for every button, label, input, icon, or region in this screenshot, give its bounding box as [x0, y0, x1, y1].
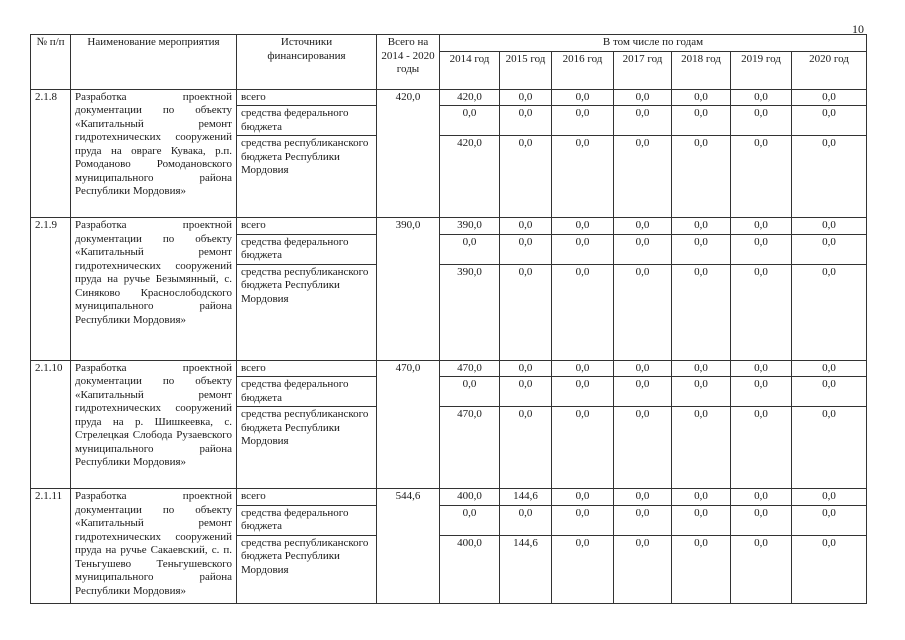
year-value: 0,0	[500, 106, 552, 136]
source-federal: средства федерального бюджета	[237, 377, 377, 407]
year-value: 0,0	[500, 505, 552, 535]
year-value: 0,0	[500, 360, 552, 377]
year-value: 0,0	[500, 407, 552, 489]
year-value: 0,0	[552, 89, 614, 106]
year-value: 0,0	[440, 234, 500, 264]
year-value: 0,0	[672, 136, 731, 218]
year-value: 0,0	[614, 136, 672, 218]
year-value: 0,0	[672, 535, 731, 603]
year-value: 0,0	[614, 377, 672, 407]
source-republic: средства республиканского бюджета Республики Мордовия	[237, 264, 377, 360]
year-value: 0,0	[672, 360, 731, 377]
year-value: 390,0	[440, 218, 500, 235]
header-year: 2018 год	[672, 51, 731, 89]
year-value: 0,0	[552, 360, 614, 377]
year-value: 0,0	[614, 489, 672, 506]
year-value: 0,0	[614, 264, 672, 360]
year-value: 0,0	[614, 535, 672, 603]
year-value: 0,0	[552, 377, 614, 407]
year-value: 0,0	[731, 89, 792, 106]
year-value: 0,0	[731, 505, 792, 535]
year-value: 0,0	[672, 264, 731, 360]
year-value: 390,0	[440, 264, 500, 360]
year-value: 0,0	[672, 407, 731, 489]
total-value: 390,0	[377, 218, 440, 361]
year-value: 0,0	[731, 106, 792, 136]
year-value: 0,0	[552, 136, 614, 218]
table-row	[31, 218, 867, 235]
source-total: всего	[237, 360, 377, 377]
year-value: 144,6	[500, 489, 552, 506]
year-value: 0,0	[792, 136, 867, 218]
year-value: 0,0	[792, 106, 867, 136]
year-value: 0,0	[672, 218, 731, 235]
year-value: 0,0	[731, 234, 792, 264]
year-value: 0,0	[731, 535, 792, 603]
measure-name: Разработка проектной документации по объекту «Капитальный ремонт гидротехнических сооружений пруда на овраге Кувака, р.п. Ромоданово Ромодановского муниципального района Республики Мордовия»	[71, 89, 237, 218]
year-value: 0,0	[552, 505, 614, 535]
header-no: № п/п	[31, 35, 71, 90]
year-value: 0,0	[614, 505, 672, 535]
total-value: 470,0	[377, 360, 440, 489]
year-value: 0,0	[614, 234, 672, 264]
year-value: 0,0	[672, 489, 731, 506]
source-republic: средства республиканского бюджета Республики Мордовия	[237, 535, 377, 603]
year-value: 0,0	[672, 505, 731, 535]
year-value: 0,0	[552, 407, 614, 489]
total-value: 420,0	[377, 89, 440, 218]
header-source: Источники финансирования	[237, 35, 377, 90]
year-value: 0,0	[440, 106, 500, 136]
source-total: всего	[237, 218, 377, 235]
year-value: 0,0	[552, 234, 614, 264]
header-year: 2020 год	[792, 51, 867, 89]
year-value: 400,0	[440, 535, 500, 603]
year-value: 0,0	[731, 360, 792, 377]
year-value: 0,0	[792, 505, 867, 535]
budget-table	[30, 34, 867, 604]
year-value: 0,0	[792, 89, 867, 106]
year-value: 0,0	[731, 489, 792, 506]
table-row	[31, 89, 867, 106]
table-row	[31, 489, 867, 506]
source-federal: средства федерального бюджета	[237, 106, 377, 136]
measure-name: Разработка проектной документации по объекту «Капитальный ремонт гидротехнических сооружений пруда на ручье Безымянный, с. Синяково Краснослободского муниципального района Республики Мордовия»	[71, 218, 237, 361]
source-republic: средства республиканского бюджета Республики Мордовия	[237, 407, 377, 489]
total-value: 544,6	[377, 489, 440, 604]
header-by-years: В том числе по годам	[440, 35, 867, 52]
source-total: всего	[237, 89, 377, 106]
year-value: 0,0	[552, 264, 614, 360]
year-value: 0,0	[552, 106, 614, 136]
year-value: 0,0	[500, 264, 552, 360]
header-year: 2016 год	[552, 51, 614, 89]
source-republic: средства республиканского бюджета Республики Мордовия	[237, 136, 377, 218]
measure-name: Разработка проектной документации по объекту «Капитальный ремонт гидротехнических сооружений пруда на ручье Сакаевский, с. п. Теньгушево Теньгушевского муниципального района Республики Мордовия»	[71, 489, 237, 604]
year-value: 0,0	[614, 360, 672, 377]
header-year: 2014 год	[440, 51, 500, 89]
year-value: 0,0	[614, 218, 672, 235]
year-value: 0,0	[731, 407, 792, 489]
year-value: 0,0	[792, 218, 867, 235]
measure-name: Разработка проектной документации по объекту «Капитальный ремонт гидротехнических сооружений пруда на р. Шишкеевка, с. Стрелецкая Слобода Рузаевского муниципального района Республики Мордовия»	[71, 360, 237, 489]
row-number: 2.1.10	[31, 360, 71, 489]
year-value: 0,0	[792, 407, 867, 489]
year-value: 0,0	[672, 234, 731, 264]
year-value: 0,0	[552, 489, 614, 506]
year-value: 0,0	[672, 106, 731, 136]
year-value: 0,0	[731, 264, 792, 360]
table-row	[31, 360, 867, 377]
year-value: 0,0	[792, 234, 867, 264]
year-value: 0,0	[500, 218, 552, 235]
year-value: 0,0	[500, 136, 552, 218]
year-value: 0,0	[792, 360, 867, 377]
year-value: 0,0	[731, 377, 792, 407]
year-value: 0,0	[792, 489, 867, 506]
source-federal: средства федерального бюджета	[237, 505, 377, 535]
year-value: 0,0	[440, 505, 500, 535]
header-name: Наименование мероприятия	[71, 35, 237, 90]
year-value: 0,0	[614, 407, 672, 489]
year-value: 420,0	[440, 89, 500, 106]
year-value: 0,0	[552, 218, 614, 235]
year-value: 0,0	[500, 89, 552, 106]
row-number: 2.1.9	[31, 218, 71, 361]
year-value: 0,0	[792, 264, 867, 360]
year-value: 0,0	[500, 377, 552, 407]
year-value: 470,0	[440, 407, 500, 489]
year-value: 0,0	[614, 89, 672, 106]
year-value: 0,0	[672, 377, 731, 407]
year-value: 0,0	[614, 106, 672, 136]
year-value: 470,0	[440, 360, 500, 377]
year-value: 0,0	[731, 218, 792, 235]
year-value: 0,0	[500, 234, 552, 264]
row-number: 2.1.11	[31, 489, 71, 604]
year-value: 0,0	[672, 89, 731, 106]
header-total: Всего на 2014 - 2020 годы	[377, 35, 440, 90]
header-year: 2017 год	[614, 51, 672, 89]
year-value: 144,6	[500, 535, 552, 603]
source-total: всего	[237, 489, 377, 506]
year-value: 0,0	[552, 535, 614, 603]
year-value: 400,0	[440, 489, 500, 506]
year-value: 0,0	[792, 377, 867, 407]
year-value: 0,0	[440, 377, 500, 407]
source-federal: средства федерального бюджета	[237, 234, 377, 264]
header-year: 2019 год	[731, 51, 792, 89]
year-value: 0,0	[792, 535, 867, 603]
year-value: 0,0	[731, 136, 792, 218]
page-number: 10	[852, 22, 864, 36]
row-number: 2.1.8	[31, 89, 71, 218]
header-year: 2015 год	[500, 51, 552, 89]
year-value: 420,0	[440, 136, 500, 218]
